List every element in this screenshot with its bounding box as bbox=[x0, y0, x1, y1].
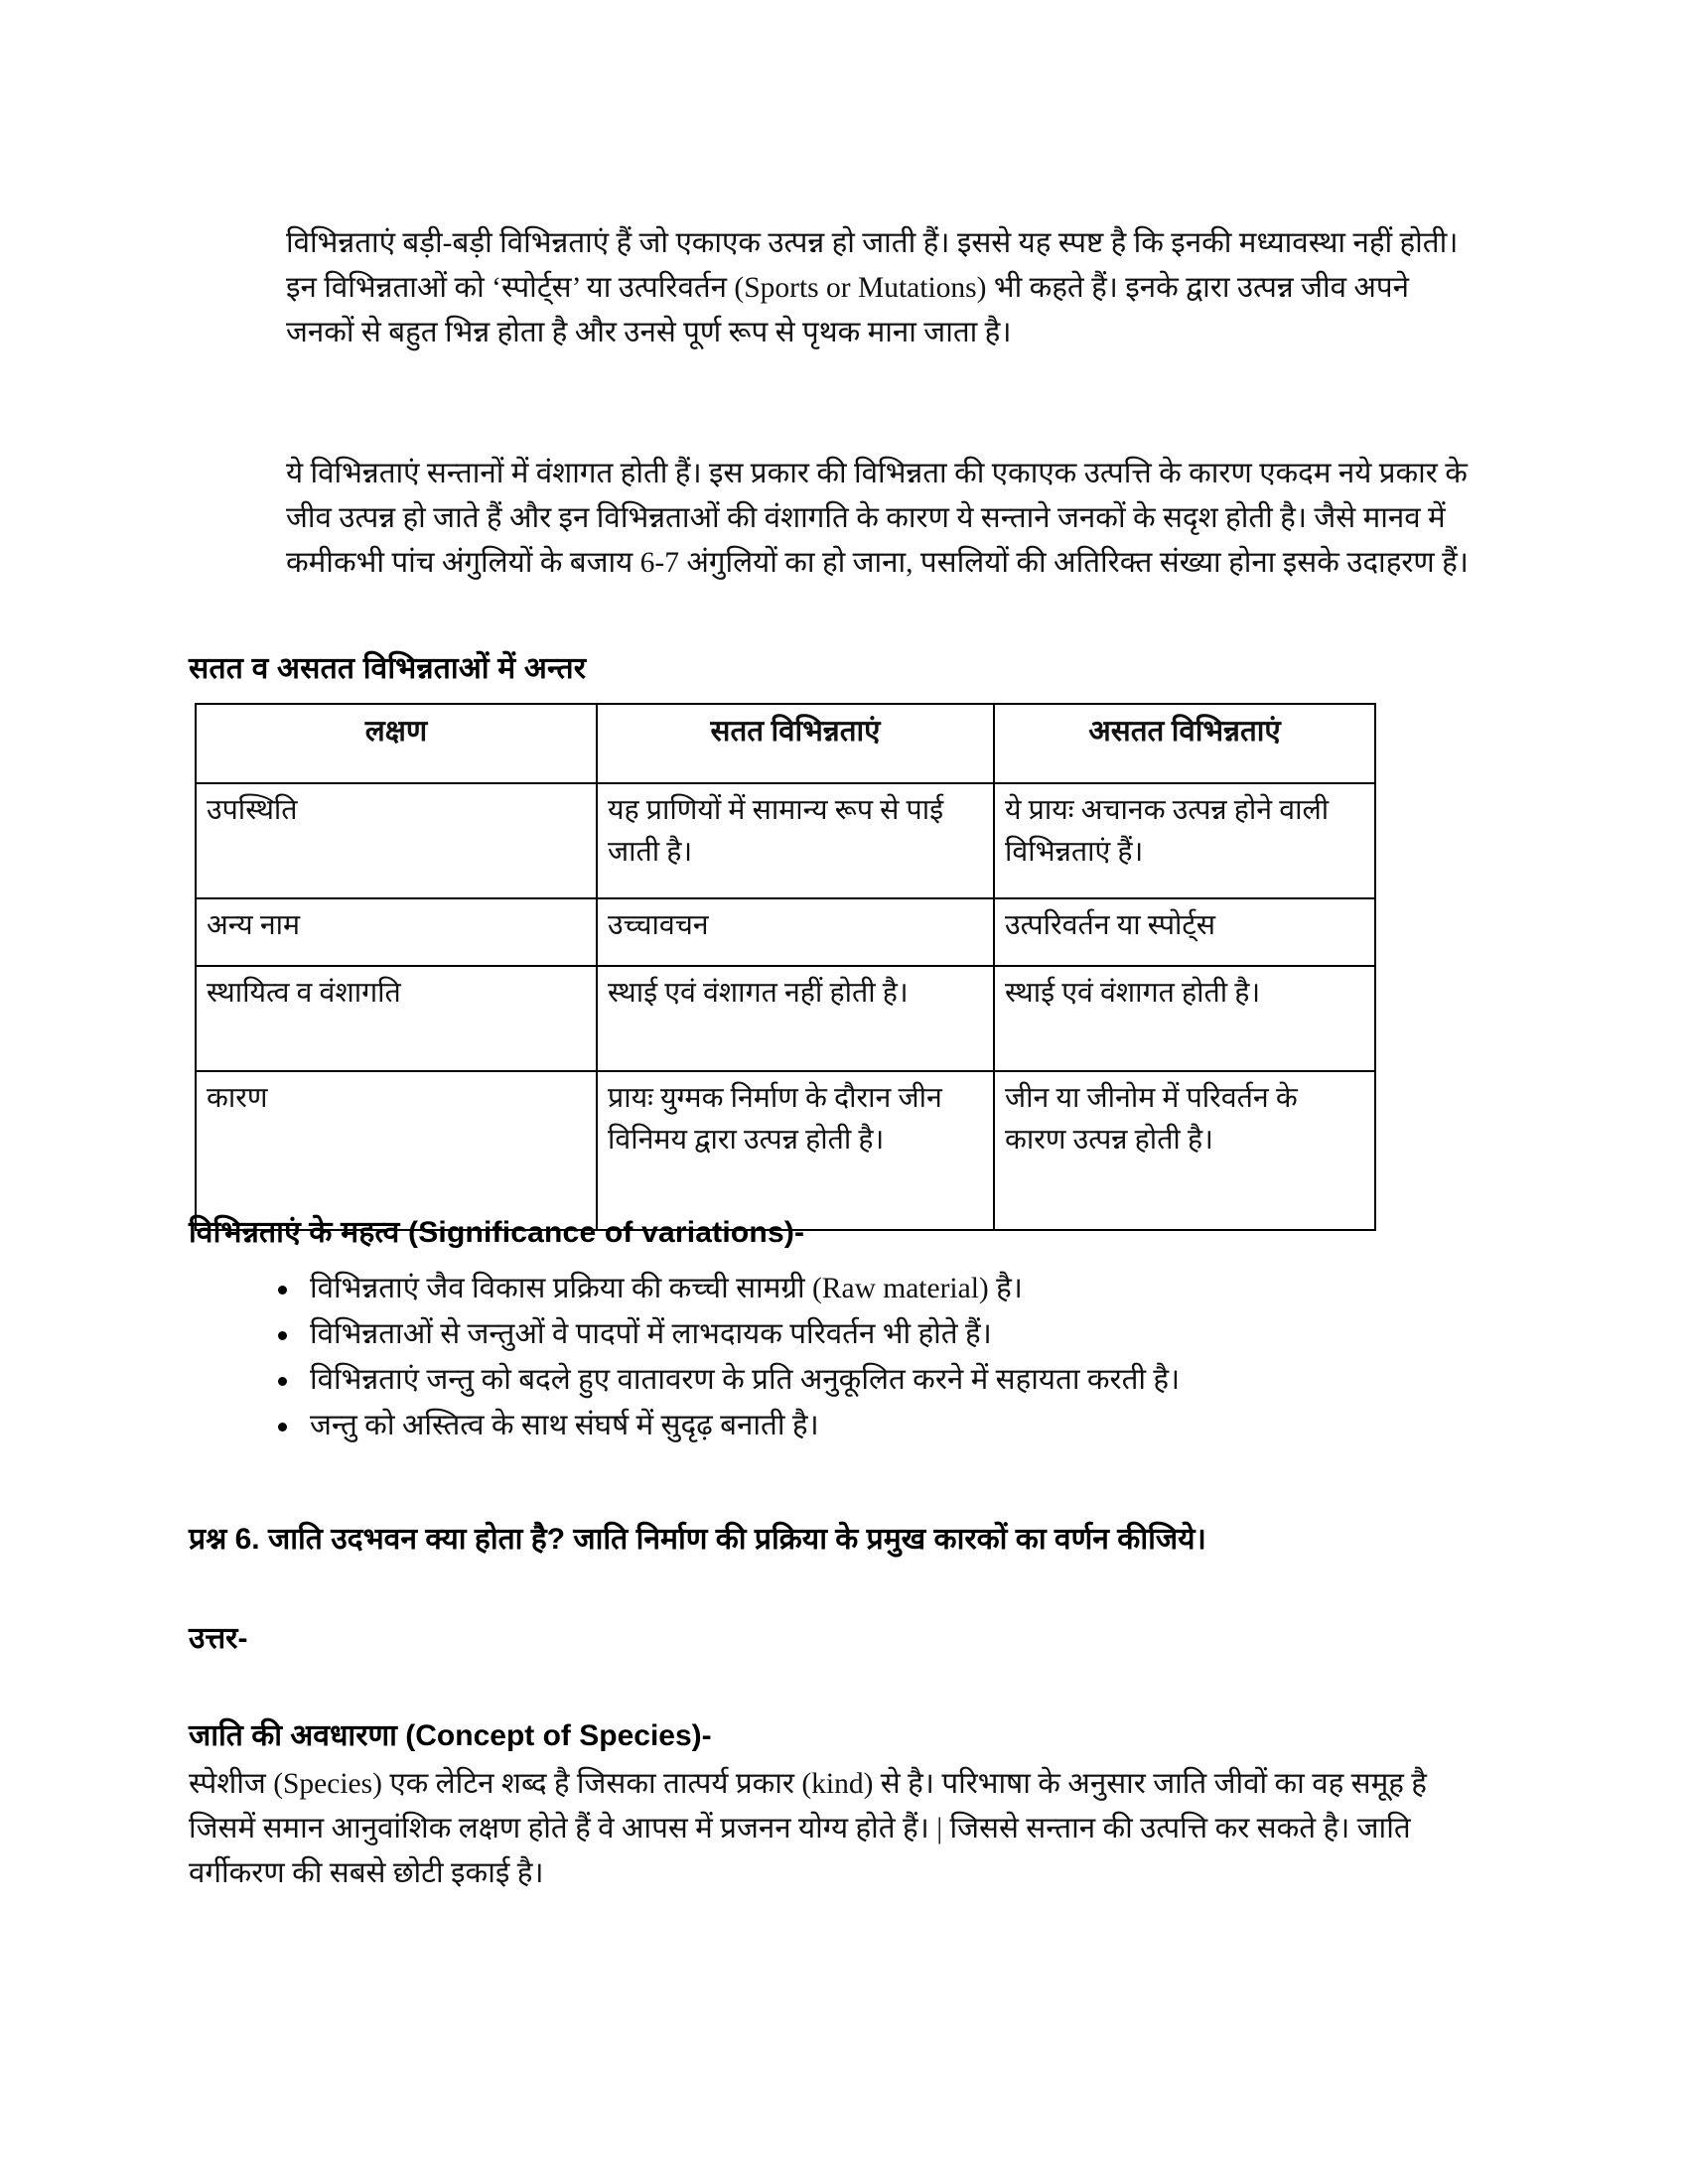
list-item: विभिन्नताएं जैव विकास प्रक्रिया की कच्ची सामग्री (Raw material) है। bbox=[278, 1267, 1519, 1310]
list-item: जन्तु को अस्तित्व के साथ संघर्ष में सुदृढ़ बनाती है। bbox=[278, 1404, 1519, 1447]
column-header-feature: लक्षण bbox=[196, 704, 597, 783]
table-row bbox=[196, 783, 1375, 898]
paragraph-discontinuous-variations: विभिन्नताएं बड़ी-बड़ी विभिन्नताएं हैं जो एकाएक उत्पन्न हो जाती हैं। इससे यह स्पष्ट है कि इनकी मध्यावस्था नहीं होती। इन विभिन्नताओं को ‘स्पोर्ट्स’ या उत्परिवर्तन (Sports or Mutations) भी कहते हैं। इनके द्वारा उत्पन्न जीव अपने जनकों से बहुत भिन्न होता है और उनसे पूर्ण रूप से पृथक माना जाता है। bbox=[286, 226, 1459, 348]
cell-feature: स्थायित्व व वंशागति bbox=[196, 966, 597, 1071]
cell-discontinuous: स्थाई एवं वंशागत होती है। bbox=[994, 966, 1375, 1071]
cell-continuous: प्रायः युग्मक निर्माण के दौरान जीन विनिमय द्वारा उत्पन्न होती है। bbox=[597, 1071, 994, 1230]
question-heading: प्रश्न 6. जाति उदभवन क्या होता है? जाति निर्माण की प्रक्रिया के प्रमुख कारकों का वर्णन कीजिये। bbox=[189, 1522, 1206, 1556]
significance-list bbox=[238, 1267, 1519, 1449]
cell-continuous: यह प्राणियों में सामान्य रूप से पाई जाती है। bbox=[597, 783, 994, 898]
column-header-continuous: सतत विभिन्नताएं bbox=[597, 704, 994, 783]
concept-heading: जाति की अवधारणा (Concept of Species)- bbox=[189, 1719, 712, 1752]
paragraph-inheritance-of-variations: ये विभिन्नताएं सन्तानों में वंशागत होती हैं। इस प्रकार की विभिन्नता की एकाएक उत्पत्ति के कारण एकदम नये प्रकार के जीव उत्पन्न हो जाते हैं और इन विभिन्नताओं की वंशागति के कारण ये सन्ताने जनकों के सदृश होती है। जैसे मानव में कमीकभी पांच अंगुलियों के बजाय 6-7 अंगुलियों का हो जाना, पसलियों की अतिरिक्त संख्या होना इसके उदाहरण हैं। bbox=[286, 457, 1469, 579]
cell-discontinuous: ये प्रायः अचानक उत्पन्न होने वाली विभिन्नताएं हैं। bbox=[994, 783, 1375, 898]
list-item: विभिन्नताएं जन्तु को बदले हुए वातावरण के प्रति अनुकूलित करने में सहायता करती है। bbox=[278, 1358, 1519, 1402]
cell-continuous: उच्चावचन bbox=[597, 898, 994, 966]
list-item: विभिन्नताओं से जन्तुओं वे पादपों में लाभदायक परिवर्तन भी होते हैं। bbox=[278, 1312, 1519, 1356]
answer-label: उत्तर- bbox=[189, 1622, 248, 1655]
column-header-discontinuous: असतत विभिन्नताएं bbox=[994, 704, 1375, 783]
cell-feature: उपस्थिति bbox=[196, 783, 597, 898]
concept-paragraph: स्पेशीज (Species) एक लेटिन शब्द है जिसका तात्पर्य प्रकार (kind) से है। परिभाषा के अनुसार जाति जीवों का वह समूह है जिसमें समान आनुवांशिक लक्षण होते हैं वे आपस में प्रजनन योग्य होते हैं। | जिससे सन्तान की उत्पत्ति कर सकते है। जाति वर्गीकरण की सबसे छोटी इकाई है। bbox=[189, 1767, 1427, 1889]
table-row bbox=[196, 966, 1375, 1071]
cell-feature: अन्य नाम bbox=[196, 898, 597, 966]
table-header-row bbox=[196, 704, 1375, 783]
significance-heading: विभिन्नताएं के महत्व (Significance of variations)- bbox=[189, 1215, 805, 1249]
cell-feature: कारण bbox=[196, 1071, 597, 1230]
table-heading: सतत व असतत विभिन्नताओं में अन्तर bbox=[189, 651, 587, 685]
cell-discontinuous: जीन या जीनोम में परिवर्तन के कारण उत्पन्न होती है। bbox=[994, 1071, 1375, 1230]
table-row bbox=[196, 898, 1375, 966]
comparison-table bbox=[195, 703, 1376, 1231]
cell-discontinuous: उत्परिवर्तन या स्पोर्ट्स bbox=[994, 898, 1375, 966]
cell-continuous: स्थाई एवं वंशागत नहीं होती है। bbox=[597, 966, 994, 1071]
table-row bbox=[196, 1071, 1375, 1230]
